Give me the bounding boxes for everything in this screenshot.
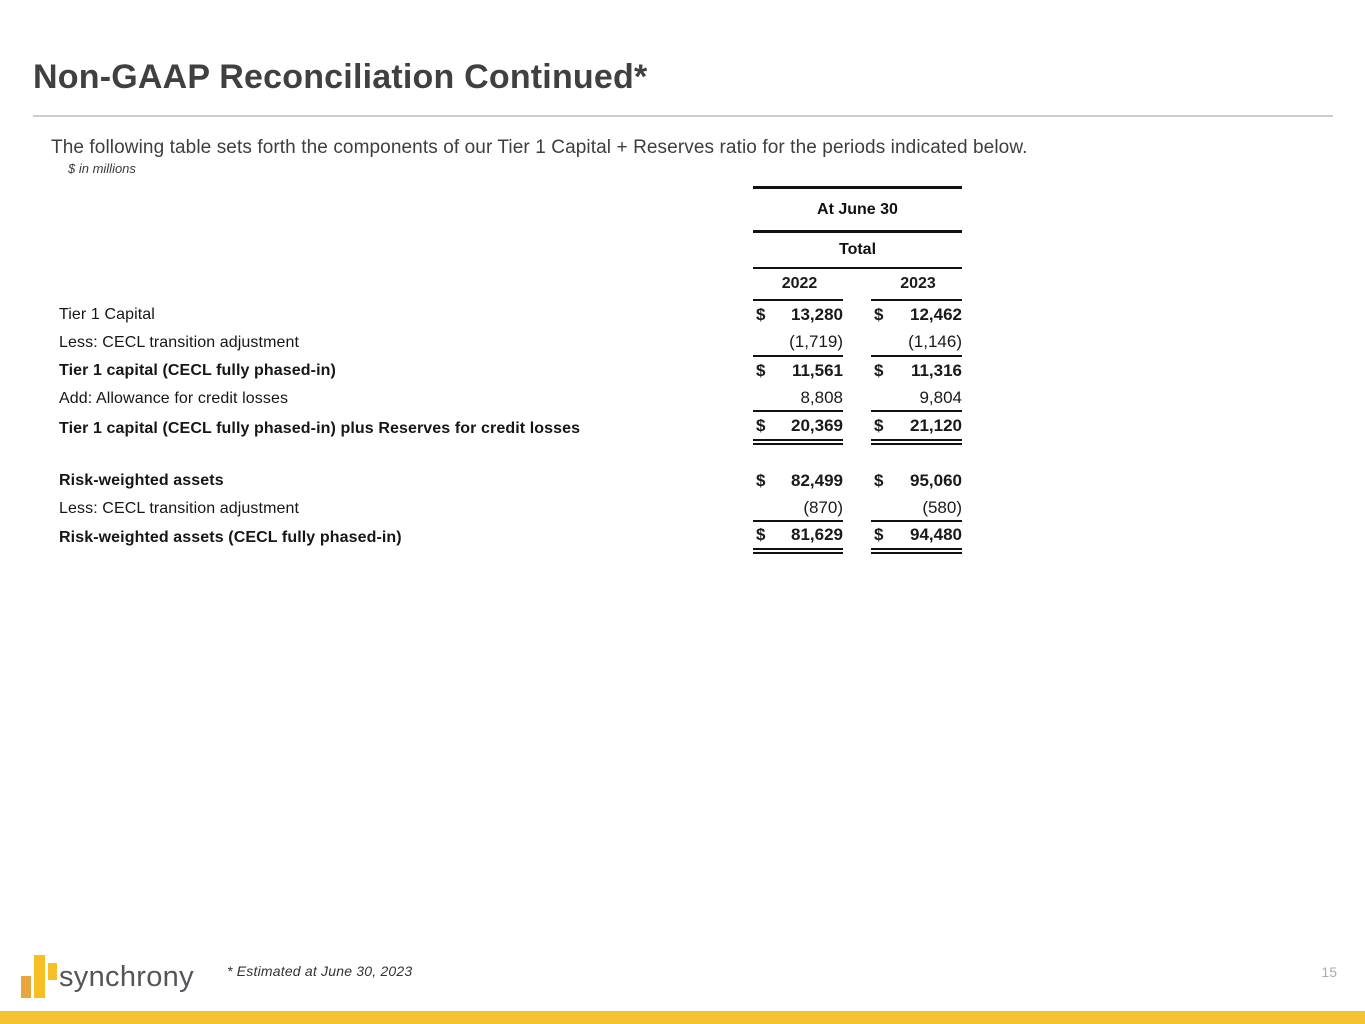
- value: 81,629: [791, 525, 843, 544]
- value-2022: [753, 495, 843, 522]
- logo-wordmark: synchrony: [59, 961, 194, 993]
- value: 12,462: [910, 305, 962, 324]
- value: 11,316: [910, 361, 962, 380]
- row-label: Less: CECL transition adjustment: [59, 499, 300, 517]
- table-row: [59, 495, 962, 522]
- currency-sign: $: [756, 525, 766, 544]
- table-header-years-row: [59, 269, 962, 301]
- table-row: [59, 357, 962, 385]
- value-2023: [871, 329, 962, 357]
- table-header-year-2022: 2022: [753, 269, 843, 301]
- value: 9,804: [919, 387, 962, 407]
- logo-bar-middle-icon: [34, 955, 45, 998]
- row-label: Less: CECL transition adjustment: [59, 334, 300, 351]
- value: 94,480: [910, 525, 962, 544]
- table-row: [59, 412, 962, 445]
- currency-sign: $: [874, 361, 884, 380]
- value-2023: [871, 412, 962, 445]
- row-label: Risk-weighted assets: [59, 472, 224, 489]
- value-2023: [871, 357, 962, 385]
- tier1-capital-table: [59, 186, 962, 554]
- logo-bar-right-icon: [48, 963, 57, 980]
- value-2023: [871, 467, 962, 495]
- bottom-accent-bar: [0, 1011, 1365, 1024]
- value: 11,561: [791, 361, 843, 380]
- row-label: Tier 1 capital (CECL fully phased-in): [59, 362, 336, 379]
- value: (580): [922, 497, 962, 517]
- row-label: Tier 1 Capital: [59, 306, 155, 323]
- table-header-group-row: [59, 233, 962, 269]
- currency-sign: $: [756, 305, 766, 324]
- value-2023: [871, 522, 962, 554]
- value: (870): [803, 497, 843, 517]
- page-number: 15: [1321, 964, 1337, 980]
- subtitle: The following table sets forth the components of our Tier 1 Capital + Reserves ratio for the periods indicated below.: [51, 137, 1028, 158]
- value-2022: [753, 412, 843, 445]
- row-label: Risk-weighted assets (CECL fully phased-in): [59, 529, 402, 546]
- row-label: Tier 1 capital (CECL fully phased-in) plus Reserves for credit losses: [59, 419, 581, 437]
- table-header-year-2023: 2023: [871, 269, 962, 301]
- currency-sign: $: [756, 471, 766, 490]
- value-2022: [753, 467, 843, 495]
- table-row: [59, 522, 962, 554]
- footnote: * Estimated at June 30, 2023: [227, 963, 413, 979]
- value-2022: [753, 329, 843, 357]
- value: 21,120: [910, 415, 962, 435]
- table-row: [59, 329, 962, 357]
- value: 13,280: [791, 305, 843, 324]
- synchrony-logo: [21, 954, 251, 1000]
- currency-sign: $: [874, 471, 884, 490]
- currency-sign: $: [874, 415, 884, 435]
- value-2022: [753, 357, 843, 385]
- page-title: Non-GAAP Reconciliation Continued*: [33, 58, 648, 96]
- title-divider: [33, 115, 1333, 117]
- table-spacer: [59, 445, 962, 467]
- currency-sign: $: [756, 361, 766, 380]
- value: 8,808: [800, 387, 843, 407]
- value: (1,146): [908, 332, 962, 351]
- table-header-period-row: [59, 186, 962, 233]
- value-2022: [753, 385, 843, 412]
- value: 20,369: [791, 415, 843, 435]
- currency-sign: $: [874, 305, 884, 324]
- value: 95,060: [910, 471, 962, 490]
- row-label: Add: Allowance for credit losses: [59, 389, 289, 407]
- table-row: [59, 301, 962, 329]
- table-header-period: At June 30: [753, 186, 962, 233]
- table-row: [59, 385, 962, 412]
- value-2023: [871, 495, 962, 522]
- value-2023: [871, 385, 962, 412]
- table-header-group: Total: [753, 233, 962, 269]
- currency-sign: $: [756, 415, 766, 435]
- table-row: [59, 467, 962, 495]
- value: 82,499: [791, 471, 843, 490]
- value-2022: [753, 522, 843, 554]
- value-2022: [753, 301, 843, 329]
- value-2023: [871, 301, 962, 329]
- units-note: $ in millions: [68, 161, 136, 176]
- currency-sign: $: [874, 525, 884, 544]
- logo-bar-left-icon: [21, 976, 31, 998]
- value: (1,719): [789, 332, 843, 351]
